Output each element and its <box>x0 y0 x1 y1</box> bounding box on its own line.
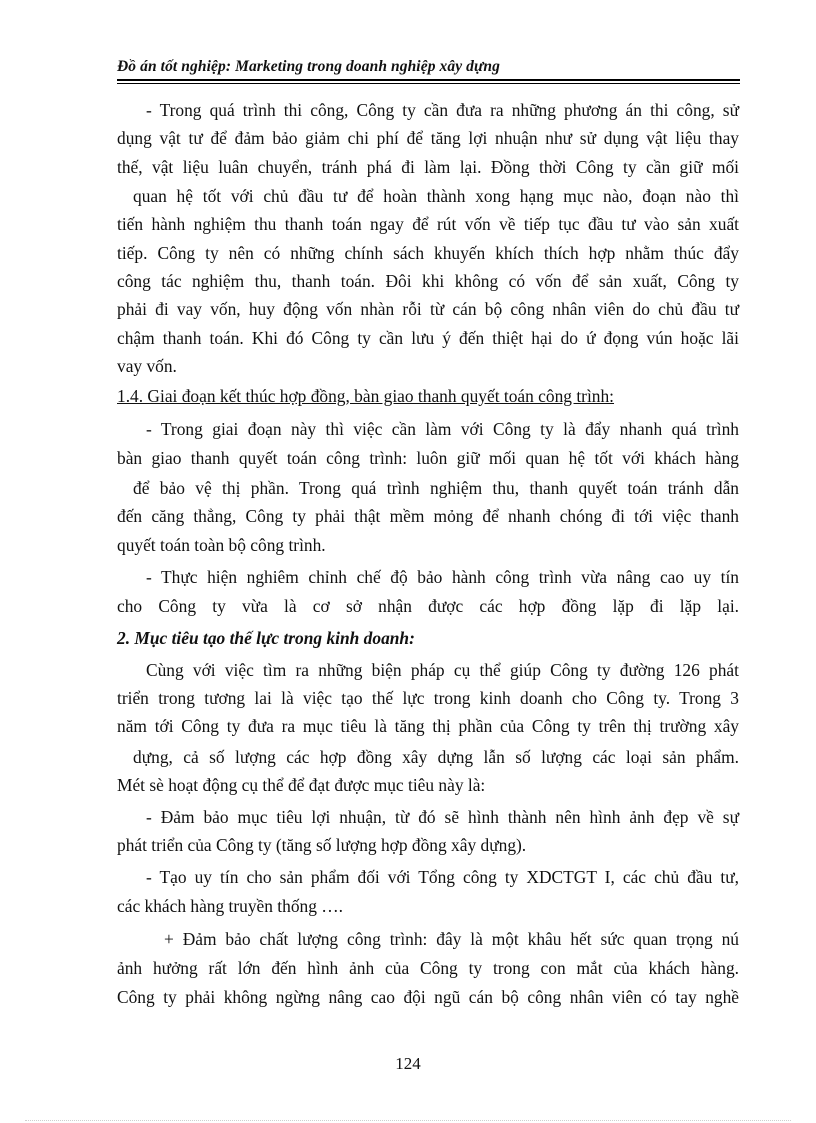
body-line: dựng, cả số lượng các hợp đồng xây dựng lẫn số lượng các loại sản phẩm. <box>133 747 739 767</box>
body-line: - Tạo uy tín cho sản phẩm đối với Tổng công ty XDCTGT I, các chủ đầu tư, <box>146 867 739 887</box>
body-line: - Trong giai đoạn này thì việc cần làm với Công ty là đẩy nhanh quá trình <box>146 419 739 439</box>
body-line: Công ty phải không ngừng nâng cao đội ngũ cán bộ công nhân viên có tay nghề <box>117 987 739 1007</box>
body-line: - Thực hiện nghiêm chỉnh chế độ bảo hành công trình vừa nâng cao uy tín <box>146 567 739 587</box>
body-line: Mét sè hoạt động cụ thể để đạt được mục tiêu này là: <box>117 775 486 795</box>
body-line: dụng vật tư để đảm bảo giảm chi phí để tăng lợi nhuận như sử dụng vật liệu thay <box>117 128 739 148</box>
body-line: triển trong tương lai là việc tạo thế lực trong kinh doanh cho Công ty. Trong 3 <box>117 688 739 708</box>
body-line: vay vốn. <box>117 356 177 376</box>
body-line: - Trong quá trình thi công, Công ty cần đưa ra những phương án thi công, sử <box>146 100 739 120</box>
header-rule-thick <box>117 79 740 81</box>
section-heading-2: 2. Mục tiêu tạo thế lực trong kinh doanh: <box>117 628 415 648</box>
body-line: các khách hàng truyền thống …. <box>117 896 344 916</box>
body-line: chậm thanh toán. Khi đó Công ty cần lưu ý đến thiệt hại do ứ đọng vún hoặc lãi <box>117 328 739 348</box>
body-line: quyết toán toàn bộ công trình. <box>117 535 326 555</box>
body-line: ảnh hưởng rất lớn đến hình ảnh của Công ty trong con mắt của khách hàng. <box>117 958 739 978</box>
bottom-divider <box>25 1120 791 1121</box>
body-line: - Đảm bảo mục tiêu lợi nhuận, từ đó sẽ hình thành nên hình ảnh đẹp về sự <box>146 807 739 827</box>
body-line: bàn giao thanh quyết toán công trình: luôn giữ mối quan hệ tốt với khách hàng <box>117 448 739 468</box>
body-line: thế, vật liệu luân chuyển, tránh phá đi làm lại. Đồng thời Công ty cần giữ mối <box>117 157 739 177</box>
body-line: quan hệ tốt với chủ đầu tư để hoàn thành xong hạng mục nào, đoạn nào thì <box>133 186 739 206</box>
section-heading-1-4: 1.4. Giai đoạn kết thúc hợp đồng, bàn giao thanh quyết toán công trình: <box>117 386 615 406</box>
body-line: để bảo vệ thị phần. Trong quá trình nghiệm thu, thanh quyết toán tránh dẫn <box>133 478 739 498</box>
header-title: Đồ án tốt nghiệp: Marketing trong doanh nghiệp xây dựng <box>117 58 500 75</box>
body-line: phát triển của Công ty (tăng số lượng hợp đồng xây dựng). <box>117 835 527 855</box>
header-rule-thin <box>117 83 740 84</box>
body-line: Cùng với việc tìm ra những biện pháp cụ thể giúp Công ty đường 126 phát <box>146 660 739 680</box>
body-line: + Đảm bảo chất lượng công trình: đây là một khâu hết sức quan trọng nú <box>164 929 739 949</box>
body-line: tiếp. Công ty nên có những chính sách khuyến khích thích hợp nhằm thúc đẩy <box>117 243 739 263</box>
body-line: tiến hành nghiệm thu thanh toán ngay để rút vốn về tiếp tục đầu tư vào sản xuất <box>117 214 739 234</box>
page-number: 124 <box>395 1054 421 1073</box>
body-line: công tác nghiệm thu, thanh toán. Đôi khi không có vốn để sản xuất, Công ty <box>117 271 739 291</box>
body-line: phải đi vay vốn, huy động vốn nhàn rỗi từ cán bộ công nhân viên do chủ đầu tư <box>117 299 739 319</box>
body-line: cho Công ty vừa là cơ sở nhận được các hợp đồng lặp đi lặp lại. <box>117 596 739 616</box>
running-header <box>117 58 740 86</box>
body-line: năm tới Công ty đưa ra mục tiêu là tăng thị phần của Công ty trên thị trường xây <box>117 716 739 736</box>
body-line: đến căng thẳng, Công ty phải thật mềm mỏng để nhanh chóng đi tới việc thanh <box>117 506 739 526</box>
